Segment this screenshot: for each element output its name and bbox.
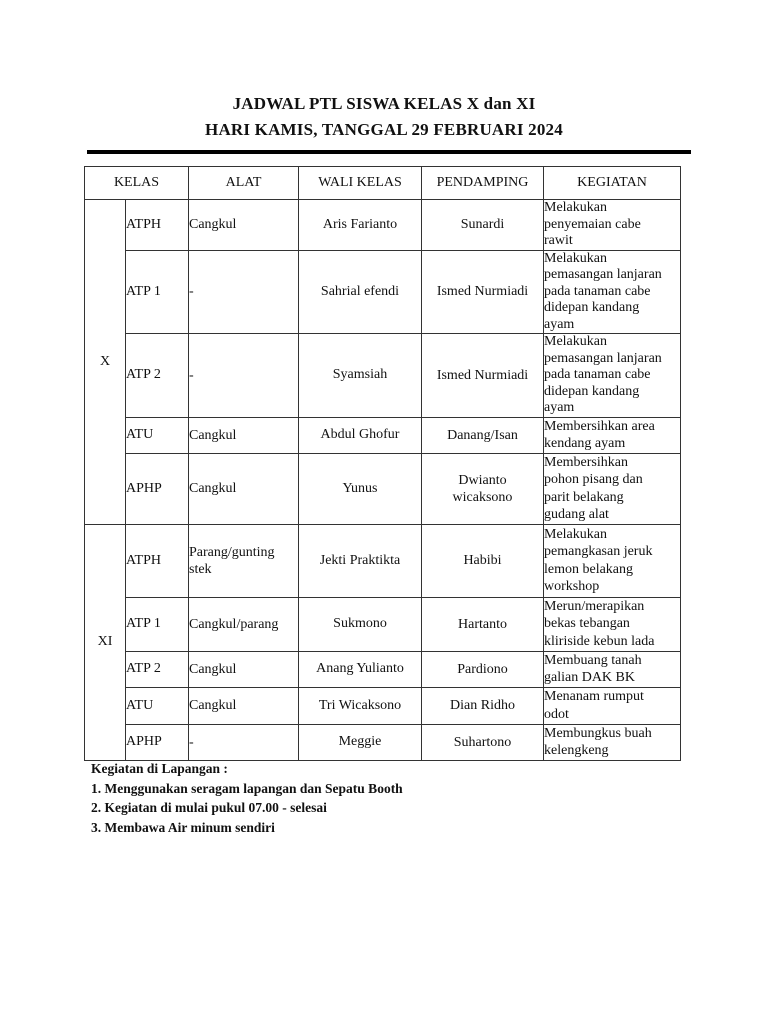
header-kegiatan: KEGIATAN <box>544 167 681 200</box>
alat-cell: Cangkul <box>189 687 299 724</box>
kegiatan-cell: Melakukan penyemaian cabe rawit <box>544 200 681 251</box>
wali-kelas-cell: Syamsiah <box>299 334 422 418</box>
wali-kelas-cell: Sukmono <box>299 597 422 651</box>
pendamping-cell: Hartanto <box>422 597 544 651</box>
alat-cell: - <box>189 724 299 760</box>
table-row <box>85 417 681 453</box>
wali-kelas-cell: Abdul Ghofur <box>299 417 422 453</box>
pendamping-cell: Pardiono <box>422 651 544 687</box>
header-pendamping: PENDAMPING <box>422 167 544 200</box>
program-cell: APHP <box>126 724 189 760</box>
alat-cell: Cangkul <box>189 200 299 251</box>
kegiatan-cell: Membersihkan pohon pisang dan parit belakang gudang alat <box>544 453 681 524</box>
kelas-cell: XI <box>85 524 126 760</box>
wali-kelas-cell: Jekti Praktikta <box>299 524 422 597</box>
alat-cell: Cangkul <box>189 417 299 453</box>
kegiatan-cell: Melakukan pemasangan lanjaran pada tanaman cabe didepan kandang ayam <box>544 334 681 418</box>
table-row <box>85 687 681 724</box>
header-kelas: KELAS <box>85 167 189 200</box>
program-cell: ATU <box>126 687 189 724</box>
pendamping-cell: Ismed Nurmiadi <box>422 334 544 418</box>
title-underline <box>87 150 691 154</box>
kegiatan-cell: Membersihkan area kendang ayam <box>544 417 681 453</box>
wali-kelas-cell: Yunus <box>299 453 422 524</box>
program-cell: APHP <box>126 453 189 524</box>
pendamping-cell: Habibi <box>422 524 544 597</box>
alat-cell: Cangkul <box>189 453 299 524</box>
table-row <box>85 597 681 651</box>
wali-kelas-cell: Meggie <box>299 724 422 760</box>
alat-cell: Cangkul/parang <box>189 597 299 651</box>
note-item: 1. Menggunakan seragam lapangan dan Sepatu Booth <box>91 780 403 796</box>
kegiatan-cell: Membungkus buah kelengkeng <box>544 724 681 760</box>
program-cell: ATPH <box>126 524 189 597</box>
wali-kelas-cell: Aris Farianto <box>299 200 422 251</box>
schedule-table <box>84 166 681 761</box>
alat-cell: Cangkul <box>189 651 299 687</box>
program-cell: ATU <box>126 417 189 453</box>
program-cell: ATP 1 <box>126 597 189 651</box>
document-title: JADWAL PTL SISWA KELAS X dan XI <box>232 94 536 113</box>
table-row <box>85 334 681 418</box>
pendamping-cell: Ismed Nurmiadi <box>422 250 544 334</box>
kegiatan-cell: Membuang tanah galian DAK BK <box>544 651 681 687</box>
table-header-row <box>85 167 681 200</box>
wali-kelas-cell: Tri Wicaksono <box>299 687 422 724</box>
alat-cell: Parang/gunting stek <box>189 524 299 597</box>
header-wali-kelas: WALI KELAS <box>299 167 422 200</box>
alat-cell: - <box>189 250 299 334</box>
program-cell: ATP 2 <box>126 334 189 418</box>
pendamping-cell: Dwianto wicaksono <box>422 453 544 524</box>
header-alat: ALAT <box>189 167 299 200</box>
wali-kelas-cell: Anang Yulianto <box>299 651 422 687</box>
kegiatan-cell: Melakukan pemasangan lanjaran pada tanaman cabe didepan kandang ayam <box>544 250 681 334</box>
table-row <box>85 453 681 524</box>
program-cell: ATP 1 <box>126 250 189 334</box>
table-row <box>85 651 681 687</box>
table-row <box>85 524 681 597</box>
program-cell: ATPH <box>126 200 189 251</box>
alat-cell: - <box>189 334 299 418</box>
pendamping-cell: Danang/Isan <box>422 417 544 453</box>
kegiatan-cell: Melakukan pemangkasan jeruk lemon belakang workshop <box>544 524 681 597</box>
document-subtitle: HARI KAMIS, TANGGAL 29 FEBRUARI 2024 <box>205 120 563 139</box>
pendamping-cell: Dian Ridho <box>422 687 544 724</box>
kegiatan-cell: Menanam rumput odot <box>544 687 681 724</box>
notes-section <box>91 759 403 837</box>
notes-heading: Kegiatan di Lapangan : <box>91 761 228 776</box>
kegiatan-cell: Merun/merapikan bekas tebangan kliriside kebun lada <box>544 597 681 651</box>
note-item: 2. Kegiatan di mulai pukul 07.00 - selesai <box>91 800 327 815</box>
table-row <box>85 200 681 251</box>
wali-kelas-cell: Sahrial efendi <box>299 250 422 334</box>
table-row <box>85 250 681 334</box>
note-item: 3. Membawa Air minum sendiri <box>91 819 275 835</box>
pendamping-cell: Suhartono <box>422 724 544 760</box>
kelas-cell: X <box>85 200 126 525</box>
pendamping-cell: Sunardi <box>422 200 544 251</box>
table-row <box>85 724 681 760</box>
program-cell: ATP 2 <box>126 651 189 687</box>
